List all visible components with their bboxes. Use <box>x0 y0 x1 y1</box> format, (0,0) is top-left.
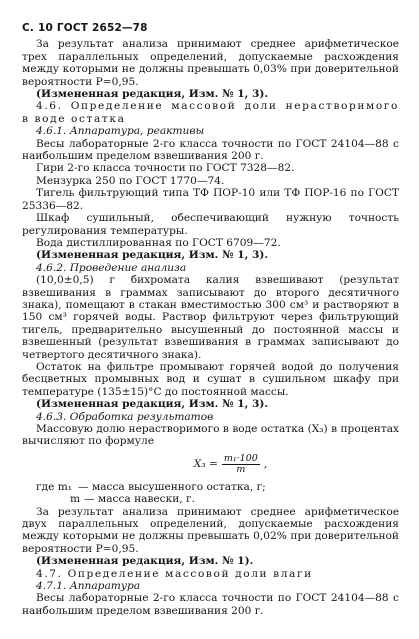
formula-lhs: X₃ = <box>193 458 218 471</box>
amendment-note: (Измененная редакция, Изм. № 1). <box>36 555 254 568</box>
paragraph: Весы лабораторные 2-го класса точности по ГОСТ 24104—88 с наибольшим пределом взвешивания 200 г. <box>22 137 399 163</box>
formula-tail: , <box>263 458 268 471</box>
amendment-note: (Измененная редакция, Изм. № 1, 3). <box>36 88 269 101</box>
paragraph: Весы лабораторные 2-го класса точности по ГОСТ 24104—88 с наибольшим пределом взвешивания 200 г. <box>22 592 399 617</box>
formula-numerator: m₁·100 <box>223 452 258 464</box>
paragraph: Гири 2-го класса точности по ГОСТ 7328—82. <box>36 162 295 175</box>
paragraph: Массовую долю нерастворимого в воде остатка (X₃) в процентах вычисляют по формуле <box>22 423 399 448</box>
variable-symbol: где m₁ <box>36 480 73 493</box>
variable-definition <box>22 481 399 493</box>
amendment-note: (Измененная редакция, Изм. № 1, 3). <box>36 249 269 262</box>
paragraph: За результат анализа принимают среднее арифметическое двух параллельных определений, допускаемые расхождения между которыми не должны превышать 0,02% при доверительной вероятности Р=0,95. <box>22 505 399 555</box>
paragraph: Мензурка 250 по ГОСТ 1770—74. <box>36 174 225 187</box>
page-header: С. 10 ГОСТ 2652—78 <box>22 22 148 34</box>
paragraph: Вода дистиллированная по ГОСТ 6709—72. <box>36 236 281 249</box>
paragraph: Остаток на фильтре промывают горячей водой до получения бесцветных промывных вод и сушат в сушильном шкафу при температуре (135±15)°С до постоянной массы. <box>22 360 399 398</box>
formula <box>62 454 399 475</box>
subsection-heading-4-7-1: 4.7.1. Аппаратура <box>36 580 141 593</box>
variable-description: — масса высушенного остатка, г; <box>78 480 266 493</box>
formula-denominator: m <box>236 463 246 475</box>
subsection-heading-4-6-3: 4.6.3. Обработка результатов <box>36 410 214 423</box>
paragraph: (10,0±0,5) г бихромата калия взвешивают (результат взвешивания в граммах записывают до второго десятичного знака), помещают в стакан вместимостью 300 см³ и растворяют в 150 см³ горячей воды. Раствор фильтруют через фильтрующий тигель, предварительно высушенный до постоянной массы и взвешенный (результат взвешивания в граммах записывают до четвертого десятичного знака). <box>22 274 399 361</box>
paragraph: Тигель фильтрующий типа ТФ ПОР-10 или ТФ ПОР-16 по ГОСТ 25336—82. <box>22 187 399 212</box>
amendment-note: (Измененная редакция, Изм. № 1, 3). <box>36 398 269 411</box>
variable-description: — масса навески, г. <box>84 493 195 506</box>
section-heading-4-7: 4.7. Определение массовой доли влаги <box>36 567 313 580</box>
subsection-heading-4-6-2: 4.6.2. Проведение анализа <box>36 261 187 274</box>
formula-fraction <box>222 454 260 475</box>
variable-symbol: m <box>69 493 80 506</box>
paragraph: За результат анализа принимают среднее арифметическое трех параллельных определений, допускаемые расхождения между которыми не должны превышать 0,03% при доверительной вероятности Р=0,95. <box>22 38 399 88</box>
variable-definition <box>22 493 399 505</box>
paragraph: Шкаф сушильный, обеспечивающий нужную точность регулирования температуры. <box>22 212 399 237</box>
section-heading-4-6: 4.6. Определение массовой доли нерастворимого в воде остатка <box>22 100 399 125</box>
subsection-heading-4-6-1: 4.6.1. Аппаратура, реактивы <box>36 125 205 138</box>
